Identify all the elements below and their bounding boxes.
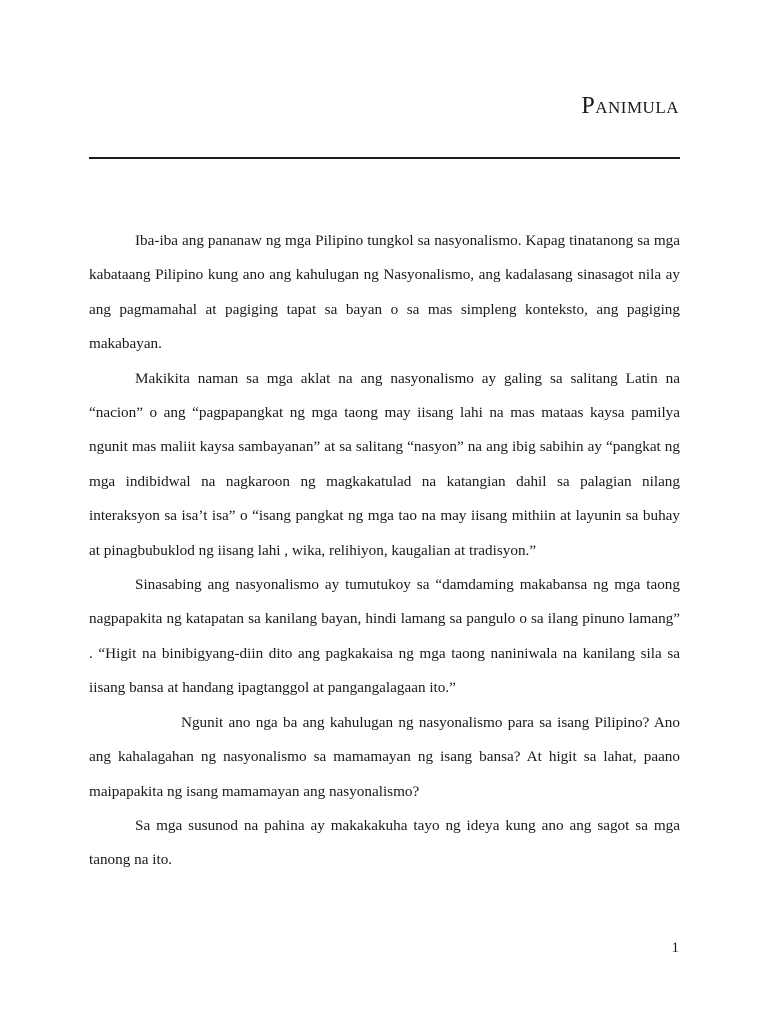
body-text <box>89 224 680 878</box>
page-number: 1 <box>671 940 679 956</box>
paragraph-2: Makikita naman sa mga aklat na ang nasyonalismo ay galing sa salitang Latin na “nacion” o ang “pagpapangkat ng mga taong may iisang lahi na mas mataas kaysa pamilya ngunit mas maliit kaysa sambayanan” at sa salitang “nasyon” na ang ibig sabihin ay “pangkat ng mga indibidwal na nagkaroon ng magkakatulad na katangian dahil sa palagian nilang interaksyon sa isa’t isa” o “isang pangkat ng mga tao na may iisang mithiin at layunin sa buhay at pinagbubuklod ng iisang lahi , wika, relihiyon, kaugalian at tradisyon.” <box>89 369 680 559</box>
paragraph-3: Sinasabing ang nasyonalismo ay tumutukoy sa “damdaming makabansa ng mga taong nagpapakita ng katapatan sa kanilang bayan, hindi lamang sa pangulo o sa ilang pinuno lamang” . “Higit na binibigyang-diin dito ang pagkakaisa ng mga taong naniniwala na kanilang sila sa iisang bansa at handang ipagtanggol at pangangalagaan ito.” <box>89 576 680 697</box>
paragraph-1: Iba-iba ang pananaw ng mga Pilipino tungkol sa nasyonalismo. Kapag tinatanong sa mga kabataang Pilipino kung ano ang kahulugan ng Nasyonalismo, ang kadalasang sinasagot nila ay ang pagmamahal at pagiging tapat sa bayan o sa mas simpleng konteksto, ang pagiging makabayan. <box>89 232 680 353</box>
title-divider <box>89 157 680 159</box>
paragraph-5: Sa mga susunod na pahina ay makakakuha tayo ng ideya kung ano ang sagot sa mga tanong na ito. <box>89 816 680 869</box>
page-title: Panimula <box>581 93 679 119</box>
paragraph-4: Ngunit ano nga ba ang kahulugan ng nasyonalismo para sa isang Pilipino? Ano ang kahalagahan ng nasyonalismo sa mamamayan ng isang bansa? At higit sa lahat, paano maipapakita ng isang mamamayan ang nasyonalismo? <box>89 713 680 800</box>
